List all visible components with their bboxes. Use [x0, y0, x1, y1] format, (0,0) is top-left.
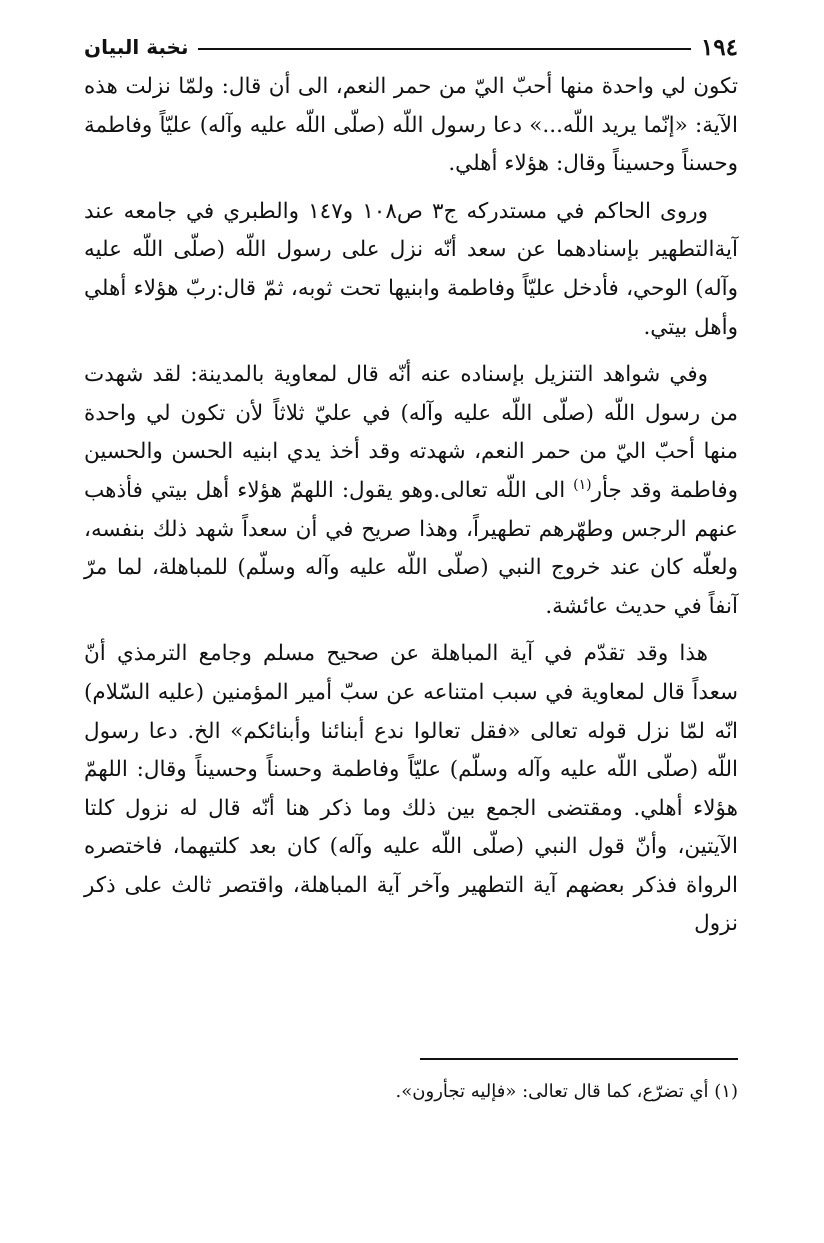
main-text [84, 68, 738, 953]
footnote: (١) أي تضرّع، كما قال تعالى: «فإليه تجأرون». [395, 1081, 738, 1102]
paragraph-4: هذا وقد تقدّم في آية المباهلة عن صحيح مسلم وجامع الترمذي أنّ سعداً قال لمعاوية في سبب امتناعه عن سبّ أمير المؤمنين (عليه السّلام) انّه لمّا نزل قوله تعالى «فقل تعالوا ندع أبنائنا وأبنائكم» الخ. دعا رسول اللّه (صلّى اللّه عليه وآله وسلّم) عليّاً وفاطمة وحسناً وحسيناً وقال: اللهمّ هؤلاء أهلي. ومقتضى الجمع بين ذلك وما ذكر هنا أنّه قال له نزول كلتا الآيتين، وأنّ قول النبي (صلّى اللّه عليه وآله) كان بعد كلتيهما، فاختصره الرواة فذكر بعضهم آية التطهير وآخر آية المباهلة، واقتصر ثالث على ذكر نزول [84, 641, 738, 937]
paragraph-3-part-2: الى اللّه تعالى.وهو يقول: اللهمّ هؤلاء أهل بيتي فأذهب عنهم الرجس وطهّرهم تطهيراً، وهذا صريح في أن سعداً شهد ذلك بنفسه، ولعلّه كان عند خروج النبي (صلّى اللّه عليه وآله وسلّم) للمباهلة، لما مرّ آنفاً في حديث عائشة. [84, 477, 738, 619]
paragraph-3 [84, 356, 738, 626]
running-head [84, 34, 738, 60]
header-rule [198, 48, 690, 50]
paragraph-1: تكون لي واحدة منها أحبّ اليّ من حمر النعم، الى أن قال: ولمّا نزلت هذه الآية: «إنّما يريد اللّه...» دعا رسول اللّه (صلّى اللّه عليه وآله) عليّاً وفاطمة وحسناً وحسيناً وقال: هؤلاء أهلي. [84, 74, 738, 177]
footnote-separator [420, 1058, 738, 1060]
paragraph-3-part-1: وفي شواهد التنزيل بإسناده عنه أنّه قال لمعاوية بالمدينة: لقد شهدت من رسول اللّه (صلّى اللّه عليه وآله) في عليّ ثلاثاً لأن تكون لي واحدة منها أحبّ اليّ من حمر النعم، شهدته وقد أخذ يدي ابنيه الحسن والحسين وفاطمة وقد جأر [84, 362, 738, 503]
book-title: نخبة البيان [84, 35, 189, 59]
paragraph-2: وروى الحاكم في مستدركه ج٣ ص١٠٨ و١٤٧ والطبري في جامعه عند آيةالتطهير بإسنادهما عن سعد أنّه نزل على رسول اللّه (صلّى اللّه عليه وآله) الوحي، فأدخل عليّاً وفاطمة وابنيها تحت ثوبه، ثمّ قال:ربّ هؤلاء أهلي وأهل بيتي. [84, 198, 738, 340]
footnote-reference: (١) [573, 476, 592, 493]
page-number: ١٩٤ [700, 33, 738, 61]
